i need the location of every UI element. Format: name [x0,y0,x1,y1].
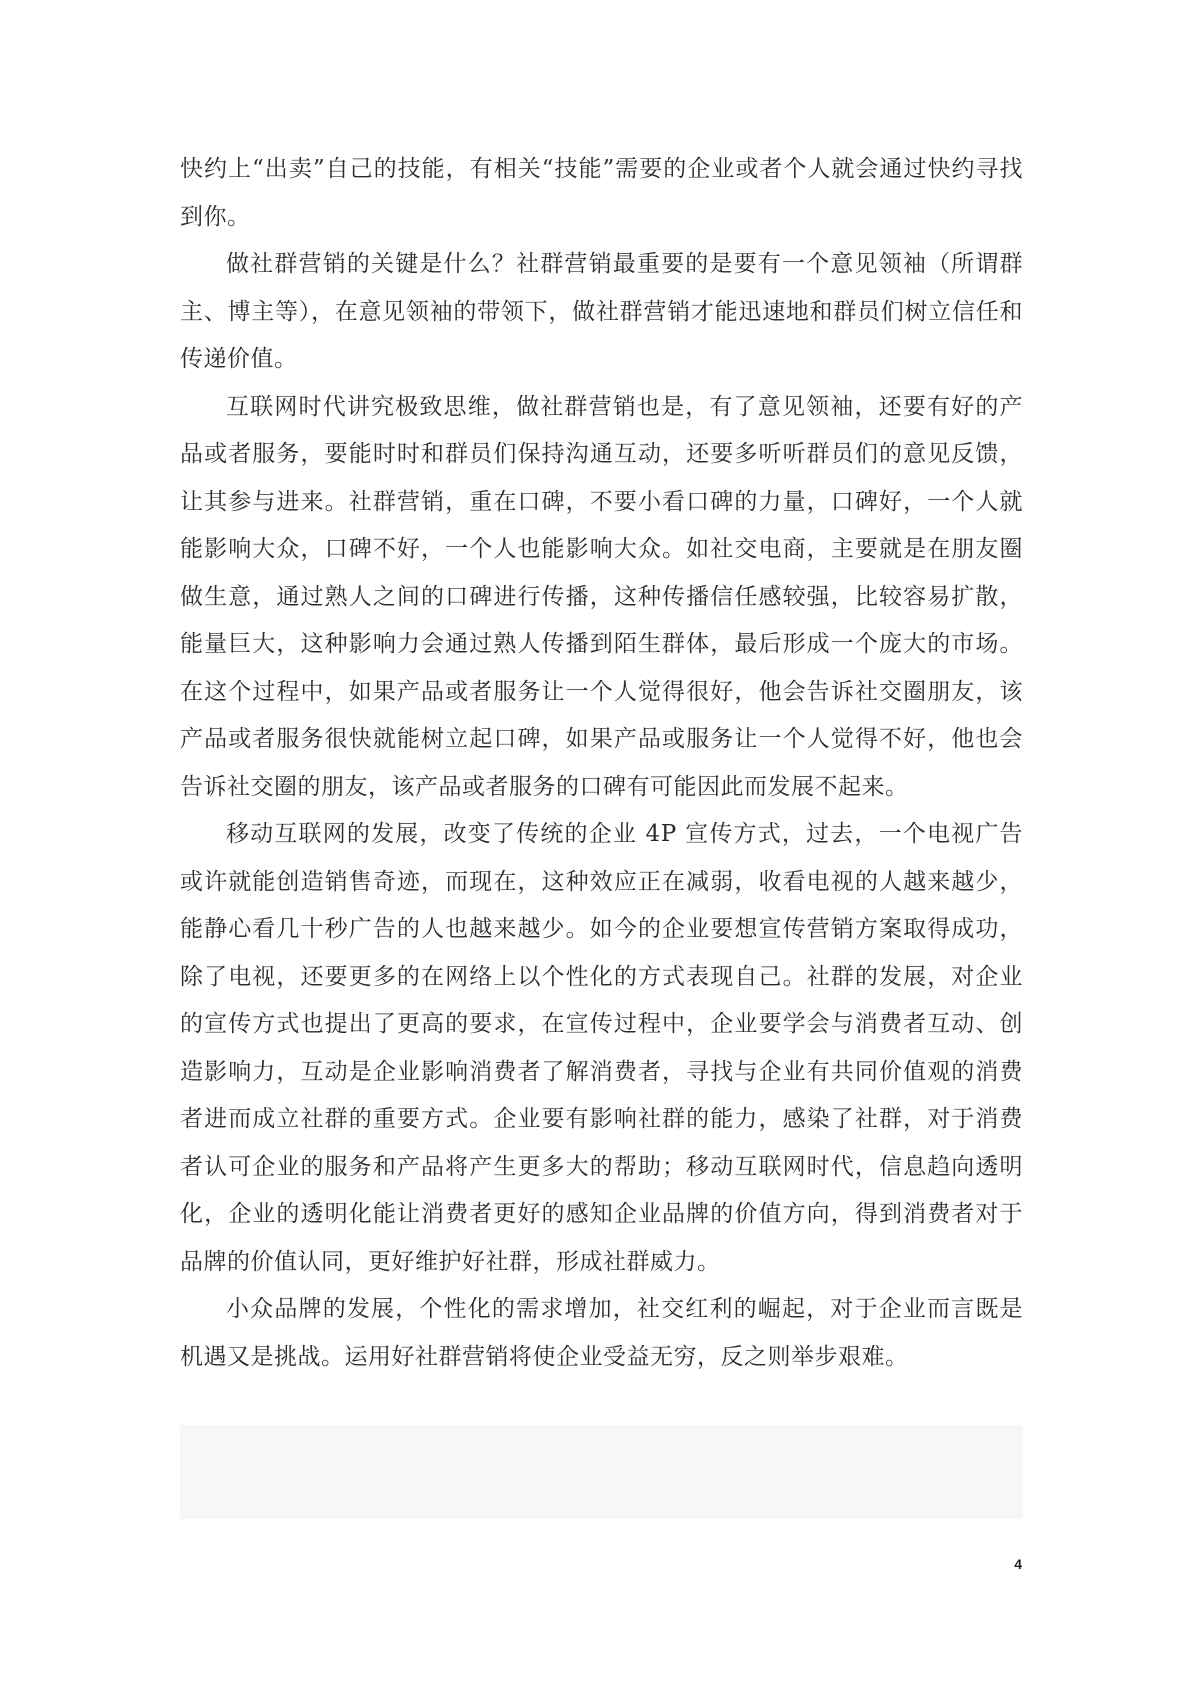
page-number: 4 [1014,1556,1022,1572]
blank-placeholder-box [180,1425,1023,1519]
paragraph-3: 互联网时代讲究极致思维，做社群营销也是，有了意见领袖，还要有好的产品或者服务，要能时时和群员们保持沟通互动，还要多听听群员们的意见反馈，让其参与进来。社群营销，重在口碑，不要小看口碑的力量，口碑好，一个人就能影响大众，口碑不好，一个人也能影响大众。如社交电商，主要就是在朋友圈做生意，通过熟人之间的口碑进行传播，这种传播信任感较强，比较容易扩散，能量巨大，这种影响力会通过熟人传播到陌生群体，最后形成一个庞大的市场。在这个过程中，如果产品或者服务让一个人觉得很好，他会告诉社交圈朋友，该产品或者服务很快就能树立起口碑，如果产品或服务让一个人觉得不好，他也会告诉社交圈的朋友，该产品或者服务的口碑有可能因此而发展不起来。 [180,393,1023,800]
document-body [180,146,1023,1381]
paragraph-5: 小众品牌的发展，个性化的需求增加，社交红利的崛起，对于企业而言既是机遇又是挑战。运用好社群营销将使企业受益无穷，反之则举步艰难。 [180,1296,1023,1370]
paragraph-1: 快约上“出卖”自己的技能，有相关“技能”需要的企业或者个人就会通过快约寻找到你。 [180,156,1023,230]
paragraph-2: 做社群营销的关键是什么？社群营销最重要的是要有一个意见领袖（所谓群主、博主等），在意见领袖的带领下，做社群营销才能迅速地和群员们树立信任和传递价值。 [180,251,1023,372]
paragraph-4: 移动互联网的发展，改变了传统的企业 4P 宣传方式，过去，一个电视广告或许就能创造销售奇迹，而现在，这种效应正在减弱，收看电视的人越来越少，能静心看几十秒广告的人也越来越少。如今的企业要想宣传营销方案取得成功，除了电视，还要更多的在网络上以个性化的方式表现自己。社群的发展，对企业的宣传方式也提出了更高的要求，在宣传过程中，企业要学会与消费者互动、创造影响力，互动是企业影响消费者了解消费者，寻找与企业有共同价值观的消费者进而成立社群的重要方式。企业要有影响社群的能力，感染了社群，对于消费者认可企业的服务和产品将产生更多大的帮助；移动互联网时代，信息趋向透明化，企业的透明化能让消费者更好的感知企业品牌的价值方向，得到消费者对于品牌的价值认同，更好维护好社群，形成社群威力。 [180,821,1023,1275]
